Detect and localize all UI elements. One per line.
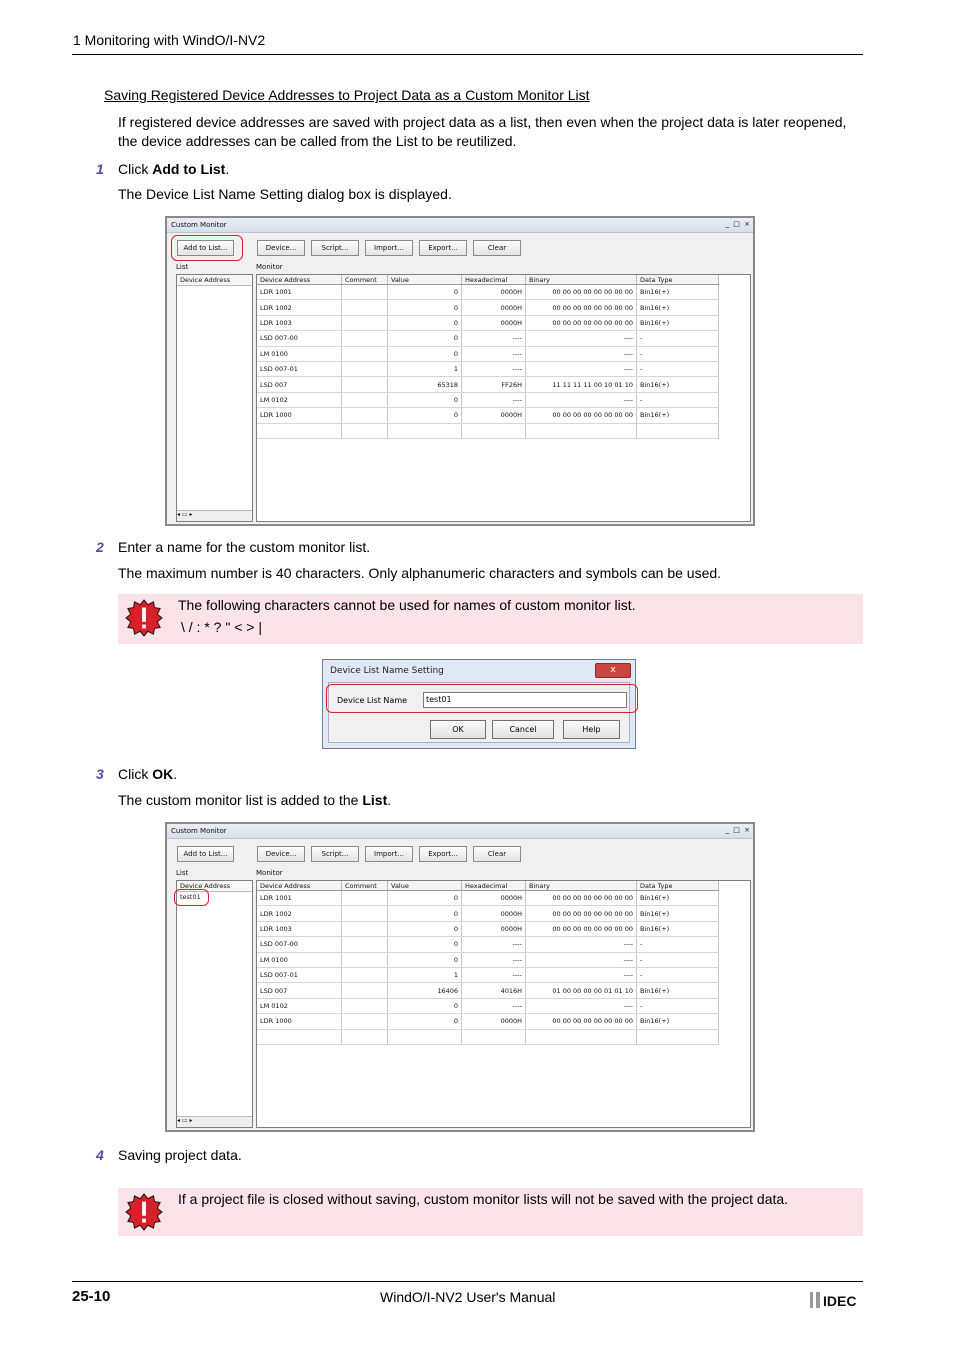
table-cell: LSD 007-01 (257, 967, 342, 982)
header-rule (72, 54, 863, 55)
table-cell: Bin16(+) (637, 906, 719, 921)
manual-title: WindO/I-NV2 User's Manual (380, 1289, 556, 1305)
table-cell: 0 (388, 891, 462, 906)
add-to-list-button[interactable]: Add to List... (177, 846, 234, 862)
table-cell: LDR 1001 (257, 891, 342, 906)
clear-button[interactable]: Clear (473, 240, 521, 256)
table-cell: 0 (388, 998, 462, 1013)
column-header: Device Address (257, 275, 342, 285)
table-cell: LSD 007-00 (257, 331, 342, 346)
table-cell: - (637, 937, 719, 952)
caution-text-line-1: The following characters cannot be used for names of custom monitor list. (178, 597, 636, 613)
ok-button[interactable]: OK (430, 720, 486, 739)
table-cell: Bin16(+) (637, 891, 719, 906)
column-header: Comment (342, 881, 388, 891)
table-cell: LSD 007 (257, 983, 342, 998)
help-button[interactable]: Help (563, 720, 620, 739)
step-number: 2 (96, 539, 104, 555)
table-cell: 00 00 00 00 00 00 00 00 (526, 315, 637, 330)
table-cell (342, 285, 388, 300)
table-cell (342, 906, 388, 921)
table-cell: - (637, 392, 719, 407)
table-row[interactable] (257, 392, 719, 407)
table-row[interactable] (257, 937, 719, 952)
table-cell: 0 (388, 285, 462, 300)
table-cell (342, 983, 388, 998)
table-cell: - (637, 361, 719, 376)
table-cell: 0 (388, 346, 462, 361)
table-cell: LM 0100 (257, 346, 342, 361)
table-cell: 00 00 00 00 00 00 00 00 (526, 906, 637, 921)
device-button[interactable]: Device... (257, 240, 305, 256)
table-cell (637, 1029, 719, 1044)
table-cell: - (637, 952, 719, 967)
table-row[interactable] (257, 300, 719, 315)
table-cell: ---- (526, 952, 637, 967)
table-cell: 0 (388, 331, 462, 346)
table-row[interactable] (257, 906, 719, 921)
table-cell: 0 (388, 1014, 462, 1029)
intro-line-1: If registered device addresses are saved with project data as a list, then even when the project data is later reopened, (118, 114, 847, 130)
table-cell: ---- (462, 967, 526, 982)
table-cell: ---- (526, 937, 637, 952)
table-cell: 0000H (462, 285, 526, 300)
table-cell: 0 (388, 937, 462, 952)
table-cell: LDR 1002 (257, 300, 342, 315)
table-cell (637, 423, 719, 438)
table-cell: ---- (462, 361, 526, 376)
step-note: The custom monitor list is added to the List. (118, 792, 392, 808)
caution-text: If a project file is closed without saving, custom monitor lists will not be saved with the project data. (178, 1191, 789, 1207)
monitor-label: Monitor (256, 263, 283, 271)
table-row[interactable] (257, 346, 719, 361)
table-row[interactable] (257, 331, 719, 346)
column-header: Hexadecimal (462, 275, 526, 285)
table-cell: 0 (388, 408, 462, 423)
table-cell (342, 361, 388, 376)
table-cell (342, 1029, 388, 1044)
script-button[interactable]: Script... (311, 846, 359, 862)
table-cell (342, 392, 388, 407)
table-row[interactable] (257, 1029, 719, 1044)
table-cell (388, 423, 462, 438)
running-header: 1 Monitoring with WindO/I-NV2 (73, 32, 266, 48)
table-cell (342, 346, 388, 361)
table-cell: LDR 1002 (257, 906, 342, 921)
table-cell (342, 891, 388, 906)
table-row[interactable] (257, 285, 719, 300)
table-cell: 0000H (462, 300, 526, 315)
import-button[interactable]: Import... (365, 846, 413, 862)
table-cell: 11 11 11 11 00 10 01 10 (526, 377, 637, 392)
step-text: Click OK. (118, 766, 178, 782)
caution-text-line-2: \ / : * ? " < > | (181, 619, 262, 635)
add-to-list-button[interactable]: Add to List... (177, 240, 234, 256)
table-row[interactable] (257, 315, 719, 330)
table-cell: 0 (388, 921, 462, 936)
column-header: Binary (526, 275, 637, 285)
table-cell: LDR 1000 (257, 1014, 342, 1029)
device-button[interactable]: Device... (257, 846, 305, 862)
table-row[interactable] (257, 891, 719, 906)
table-cell: ---- (462, 998, 526, 1013)
table-cell: FF26H (462, 377, 526, 392)
device-list-name-dialog (322, 659, 636, 749)
table-cell: ---- (526, 346, 637, 361)
device-list-pane[interactable] (176, 274, 253, 522)
list-header: Device Address (177, 881, 252, 892)
step-number: 3 (96, 766, 104, 782)
table-row[interactable] (257, 361, 719, 376)
monitor-table (257, 881, 719, 1045)
window-titlebar (167, 824, 753, 839)
clear-button[interactable]: Clear (473, 846, 521, 862)
table-cell: LSD 007-00 (257, 937, 342, 952)
table-cell (257, 423, 342, 438)
list-label: List (176, 263, 189, 271)
table-cell: 0000H (462, 315, 526, 330)
step-text: Click Add to List. (118, 161, 230, 177)
table-cell (462, 1029, 526, 1044)
table-cell (342, 998, 388, 1013)
logo-text: IDEC (823, 1293, 857, 1309)
table-cell: 0000H (462, 891, 526, 906)
window-titlebar (167, 218, 753, 233)
monitor-table (257, 275, 719, 439)
step-text: Enter a name for the custom monitor list. (118, 539, 371, 555)
table-cell: ---- (462, 392, 526, 407)
column-header: Hexadecimal (462, 881, 526, 891)
monitor-grid[interactable] (256, 274, 751, 522)
window-controls[interactable]: _ □ × (725, 826, 751, 834)
table-cell: 00 00 00 00 00 00 00 00 (526, 408, 637, 423)
table-cell (462, 423, 526, 438)
table-cell: - (637, 346, 719, 361)
table-row[interactable] (257, 408, 719, 423)
list-scrollbar[interactable]: ◂ ▭ ▸ (177, 1116, 252, 1127)
table-row[interactable] (257, 921, 719, 936)
table-cell: ---- (526, 331, 637, 346)
table-row[interactable] (257, 983, 719, 998)
table-cell: LDR 1000 (257, 408, 342, 423)
table-cell: ---- (462, 331, 526, 346)
column-header: Data Type (637, 881, 719, 891)
table-cell: Bin16(+) (637, 315, 719, 330)
step-text: Saving project data. (118, 1147, 242, 1163)
table-cell (342, 300, 388, 315)
table-cell: 0 (388, 300, 462, 315)
table-row[interactable] (257, 377, 719, 392)
page-number: 25-10 (72, 1288, 111, 1305)
table-cell: 0000H (462, 921, 526, 936)
table-cell: 65318 (388, 377, 462, 392)
table-cell: ---- (462, 952, 526, 967)
table-row[interactable] (257, 967, 719, 982)
table-cell: 1 (388, 361, 462, 376)
table-cell: ---- (462, 346, 526, 361)
table-cell (342, 937, 388, 952)
monitor-label: Monitor (256, 869, 283, 877)
list-label: List (176, 869, 189, 877)
table-cell: LM 0100 (257, 952, 342, 967)
table-cell (526, 423, 637, 438)
table-cell: LDR 1003 (257, 315, 342, 330)
table-row[interactable] (257, 952, 719, 967)
dialog-title: Device List Name Setting (330, 666, 444, 676)
table-cell: 4016H (462, 983, 526, 998)
step-note: The maximum number is 40 characters. Only alphanumeric characters and symbols can be used. (118, 565, 722, 581)
device-list-pane[interactable] (176, 880, 253, 1128)
window-title: Custom Monitor (171, 827, 227, 835)
script-button[interactable]: Script... (311, 240, 359, 256)
table-cell (257, 1029, 342, 1044)
table-cell (342, 967, 388, 982)
table-cell: 01 00 00 00 00 01 01 10 (526, 983, 637, 998)
table-row[interactable] (257, 1014, 719, 1029)
close-icon[interactable]: x (595, 663, 631, 678)
table-cell: Bin16(+) (637, 983, 719, 998)
export-button[interactable]: Export... (419, 846, 467, 862)
table-cell: LSD 007 (257, 377, 342, 392)
footer-rule (72, 1281, 863, 1282)
cancel-button[interactable]: Cancel (492, 720, 554, 739)
table-cell (342, 315, 388, 330)
section-title: Saving Registered Device Addresses to Project Data as a Custom Monitor List (104, 87, 590, 103)
table-cell: 00 00 00 00 00 00 00 00 (526, 300, 637, 315)
custom-monitor-screenshot-after (165, 822, 755, 1132)
table-cell (342, 952, 388, 967)
table-cell: Bin16(+) (637, 1014, 719, 1029)
list-header: Device Address (177, 275, 252, 286)
table-cell: - (637, 331, 719, 346)
table-cell: 00 00 00 00 00 00 00 00 (526, 285, 637, 300)
highlight-box (174, 889, 209, 906)
table-cell (388, 1029, 462, 1044)
table-cell (342, 408, 388, 423)
table-cell: 0 (388, 315, 462, 330)
window-controls[interactable]: _ □ × (725, 220, 751, 228)
column-header: Device Address (257, 881, 342, 891)
intro-line-2: the device addresses can be called from the List to be reutilized. (118, 133, 517, 149)
column-header: Value (388, 881, 462, 891)
table-cell: Bin16(+) (637, 377, 719, 392)
table-cell: 0000H (462, 408, 526, 423)
warning-icon (125, 1193, 163, 1231)
table-cell: 0 (388, 952, 462, 967)
table-cell: - (637, 967, 719, 982)
table-cell (342, 331, 388, 346)
table-cell: LDR 1001 (257, 285, 342, 300)
step-number: 1 (96, 161, 104, 177)
table-cell (342, 921, 388, 936)
table-row[interactable] (257, 423, 719, 438)
table-cell (342, 423, 388, 438)
table-cell: LM 0102 (257, 998, 342, 1013)
table-cell: ---- (526, 361, 637, 376)
idec-logo (810, 1291, 864, 1309)
column-header: Binary (526, 881, 637, 891)
column-header: Comment (342, 275, 388, 285)
table-cell: - (637, 998, 719, 1013)
step-number: 4 (96, 1147, 104, 1163)
table-cell: Bin16(+) (637, 921, 719, 936)
table-cell: 0 (388, 906, 462, 921)
table-cell: Bin16(+) (637, 285, 719, 300)
export-button[interactable]: Export... (419, 240, 467, 256)
list-scrollbar[interactable]: ◂ ▭ ▸ (177, 510, 252, 521)
table-cell: ---- (526, 967, 637, 982)
device-list-name-label: Device List Name (337, 696, 408, 705)
table-cell: LM 0102 (257, 392, 342, 407)
table-cell (526, 1029, 637, 1044)
monitor-grid[interactable] (256, 880, 751, 1128)
column-header: Data Type (637, 275, 719, 285)
table-cell (342, 1014, 388, 1029)
device-list-name-field[interactable]: test01 (423, 692, 627, 708)
table-cell: 16406 (388, 983, 462, 998)
caution-box (118, 1188, 863, 1236)
table-cell: 00 00 00 00 00 00 00 00 (526, 1014, 637, 1029)
window-title: Custom Monitor (171, 221, 227, 229)
table-cell: 1 (388, 967, 462, 982)
table-cell: ---- (526, 998, 637, 1013)
table-cell: 0 (388, 392, 462, 407)
table-cell: 0000H (462, 1014, 526, 1029)
table-cell: 00 00 00 00 00 00 00 00 (526, 921, 637, 936)
warning-icon (125, 599, 163, 637)
table-cell: ---- (526, 392, 637, 407)
step-note: The Device List Name Setting dialog box is displayed. (118, 186, 452, 202)
highlight-box (326, 684, 638, 713)
table-cell: 0000H (462, 906, 526, 921)
table-cell: Bin16(+) (637, 408, 719, 423)
table-cell: Bin16(+) (637, 300, 719, 315)
highlight-box (171, 235, 243, 261)
table-cell: LDR 1003 (257, 921, 342, 936)
list-entry[interactable]: test01 (180, 893, 201, 901)
table-cell: 00 00 00 00 00 00 00 00 (526, 891, 637, 906)
table-cell (342, 377, 388, 392)
custom-monitor-screenshot-before (165, 216, 755, 526)
import-button[interactable]: Import... (365, 240, 413, 256)
table-row[interactable] (257, 998, 719, 1013)
caution-box (118, 594, 863, 644)
table-cell: LSD 007-01 (257, 361, 342, 376)
column-header: Value (388, 275, 462, 285)
table-cell: ---- (462, 937, 526, 952)
